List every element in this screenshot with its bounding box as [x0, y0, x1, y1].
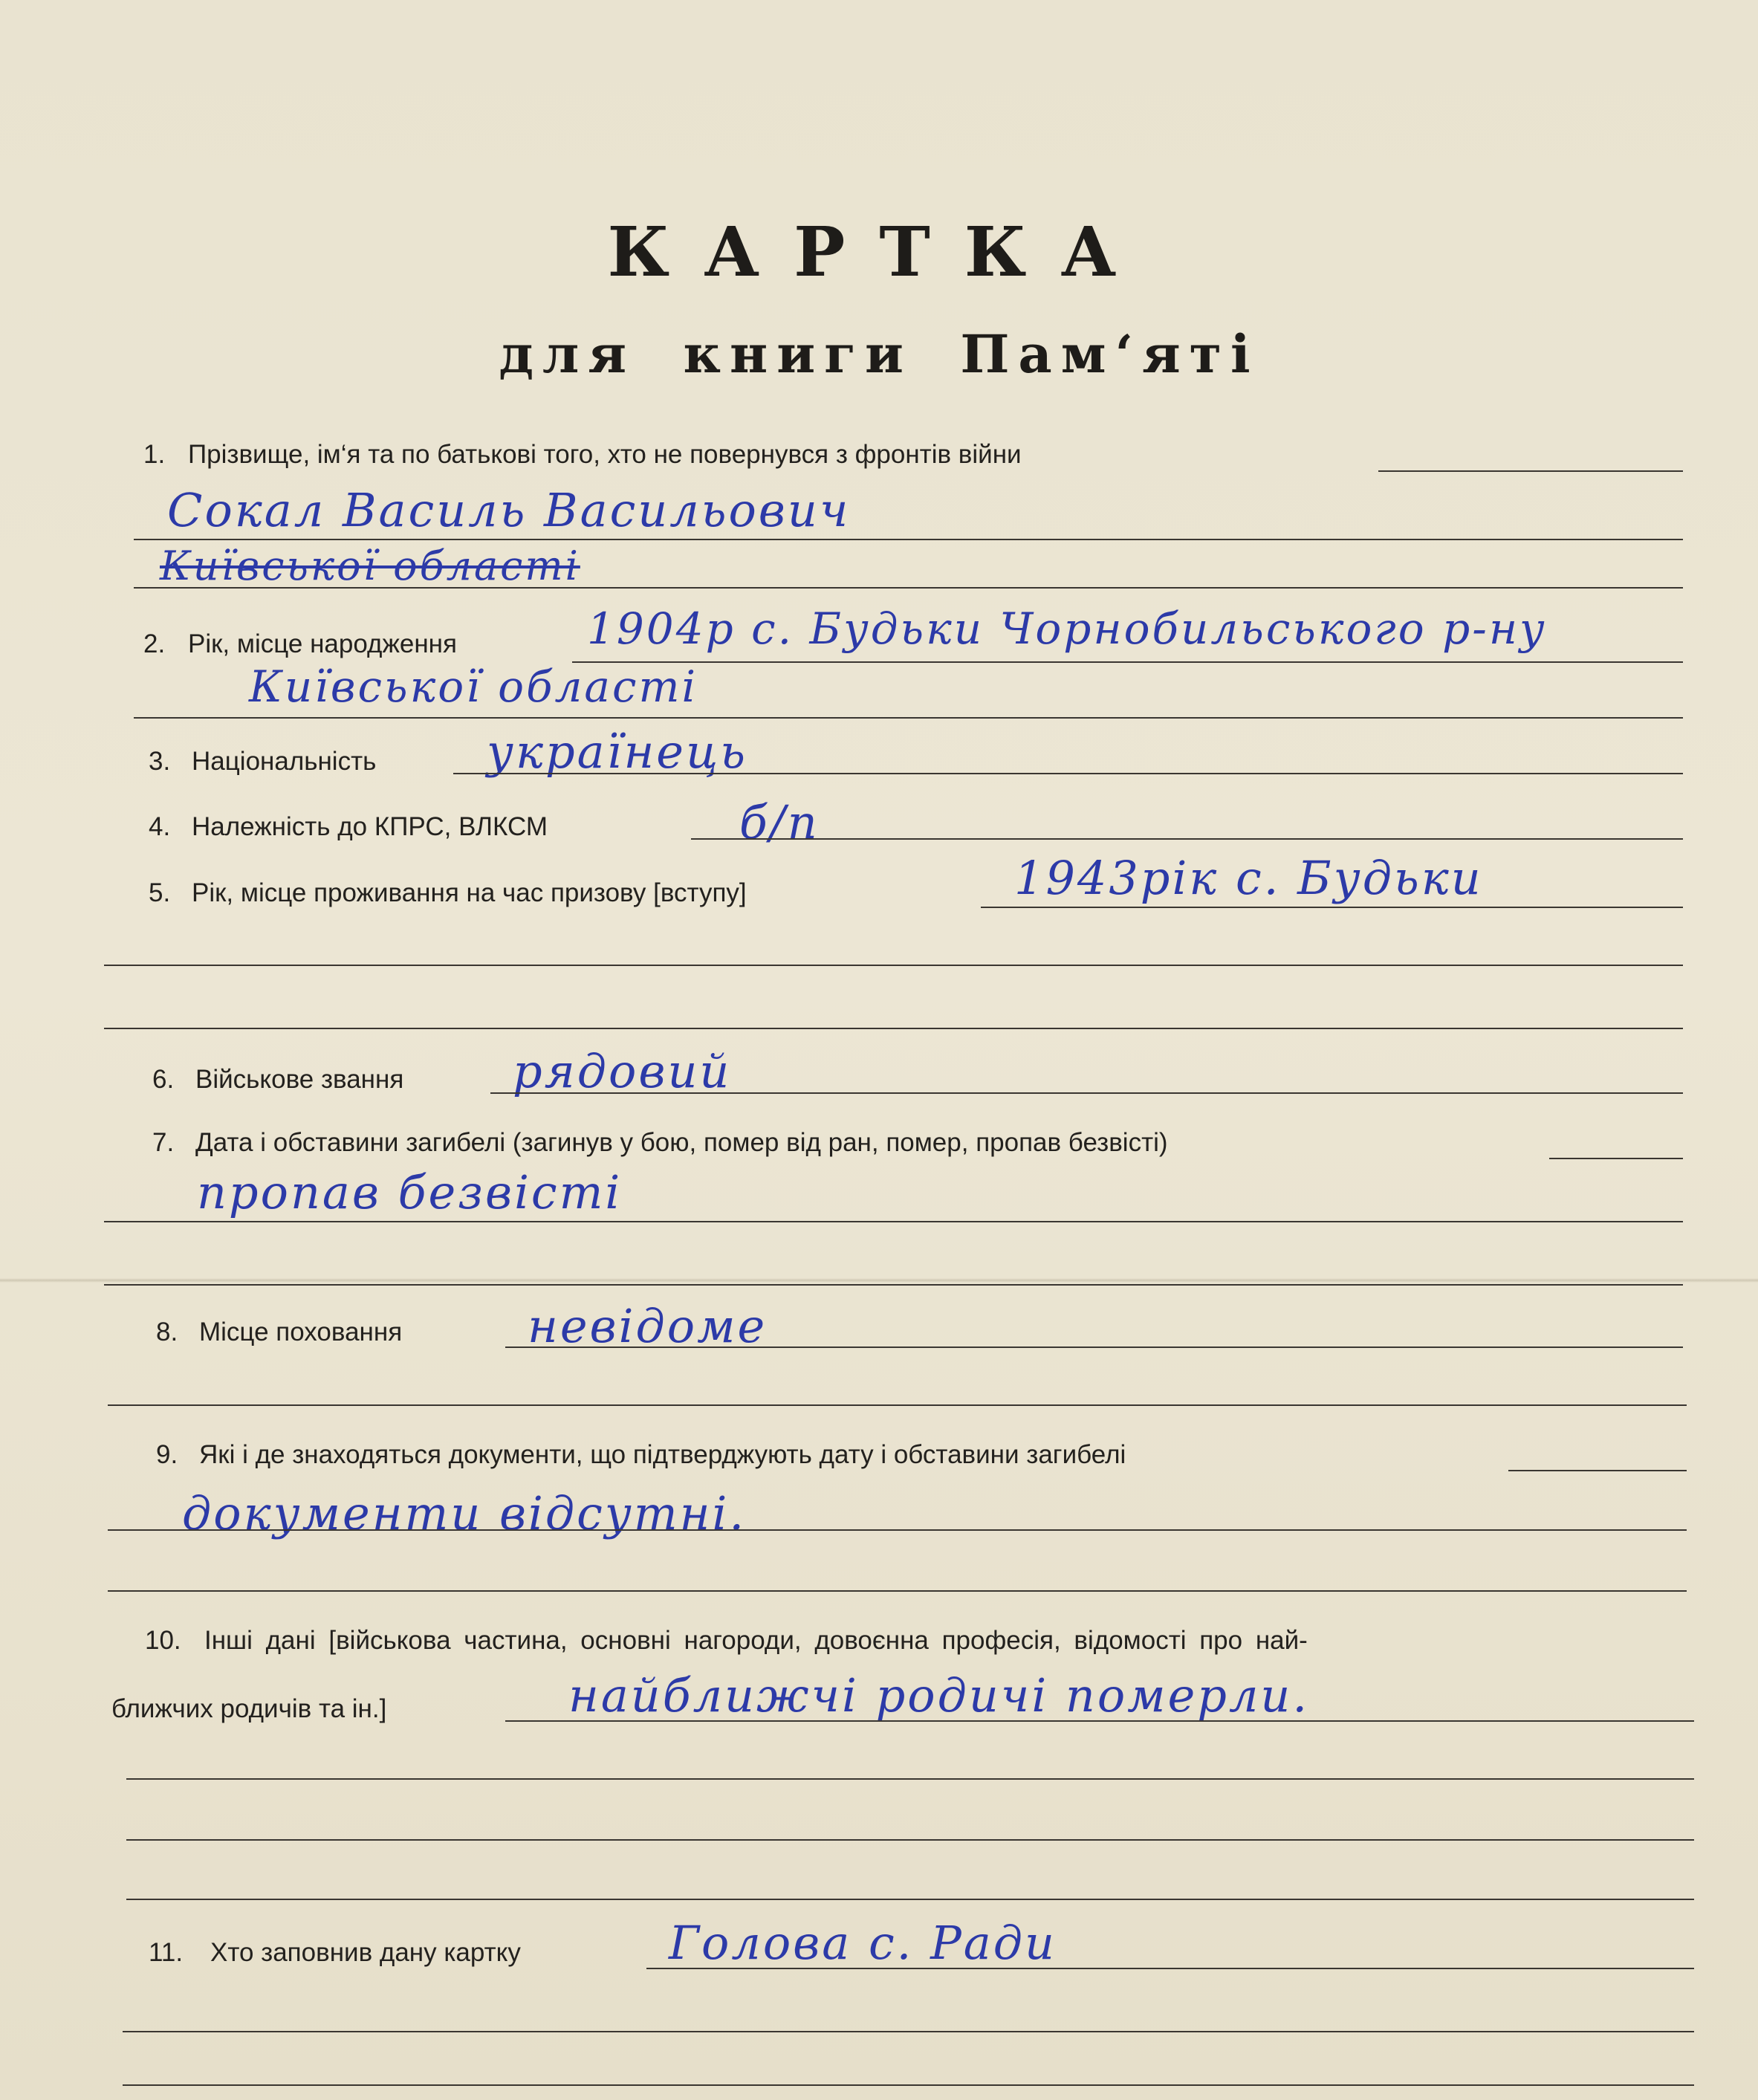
field-2-number: 2.: [143, 629, 166, 658]
field-7-number: 7.: [152, 1128, 175, 1157]
field-11-line: [123, 2084, 1694, 2086]
field-1-number: 1.: [143, 440, 166, 469]
field-9-line: [1508, 1470, 1687, 1471]
field-6-value: рядовий: [513, 1044, 732, 1098]
field-2-line: [572, 661, 1683, 663]
field-11-value: Голова с. Ради: [669, 1916, 1057, 1970]
field-5-value: 1943рік с. Будьки: [1014, 851, 1483, 905]
field-2-value: 1904р с. Будьки Чорнобильського р-ну: [587, 603, 1547, 654]
field-9-value: документи відсутні.: [182, 1486, 747, 1540]
field-6-number: 6.: [152, 1065, 175, 1094]
field-10-line: [126, 1778, 1694, 1780]
field-9-label: Які і де знаходяться документи, що підтверджують дату і обставини загибелі: [199, 1440, 1126, 1469]
field-5-line: [104, 965, 1683, 966]
field-11-line: [646, 1968, 1694, 1969]
field-1-line: [134, 539, 1683, 540]
field-1-line: [1378, 470, 1683, 472]
field-10-number: 10.: [145, 1626, 181, 1655]
field-3-line: [453, 773, 1683, 774]
field-4-label: Належність до КПРС, ВЛКСМ: [192, 812, 548, 841]
field-7-label: Дата і обставини загибелі (загинув у бою, помер від ран, помер, пропав безвісті): [195, 1128, 1168, 1157]
field-8-number: 8.: [156, 1318, 178, 1346]
field-10-value: найближчі родичі померли.: [568, 1668, 1310, 1723]
field-9-line: [108, 1529, 1687, 1531]
field-6-label: Військове звання: [195, 1065, 404, 1094]
field-5-number: 5.: [149, 878, 171, 907]
field-6-line: [490, 1092, 1683, 1094]
field-1-value: Сокал Василь Васильович: [167, 483, 851, 537]
field-2-value-extra: Київської області: [249, 661, 698, 712]
field-4-line: [691, 838, 1683, 840]
field-5-line: [981, 907, 1683, 908]
card-subtitle: для книги Пам‘яті: [499, 323, 1259, 385]
field-7-value: пропав безвісті: [197, 1165, 623, 1219]
field-9-number: 9.: [156, 1440, 178, 1469]
field-10-line: [505, 1720, 1694, 1722]
field-10-label: Інші дані [військова частина, основні нагороди, довоєнна професія, відомості про най-: [204, 1626, 1308, 1655]
field-10-line: [126, 1839, 1694, 1841]
field-10-line: [126, 1899, 1694, 1900]
field-1-label: Прізвище, ім‘я та по батькові того, хто не повернувся з фронтів війни: [188, 440, 1022, 469]
field-11-number: 11.: [149, 1938, 184, 1967]
field-8-label: Місце поховання: [199, 1318, 403, 1346]
paper-fold: [0, 1278, 1758, 1283]
field-11-label: Хто заповнив дану картку: [210, 1938, 521, 1967]
field-8-line: [505, 1346, 1683, 1348]
field-3-value: українець: [487, 725, 748, 779]
field-5-label: Рік, місце проживання на час призову [вступу]: [192, 878, 747, 907]
field-10-label-cont: ближчих родичів та ін.]: [111, 1694, 387, 1723]
card-title: КАРТКА: [607, 212, 1151, 292]
field-8-line: [108, 1404, 1687, 1406]
field-8-value: невідоме: [528, 1299, 768, 1353]
field-2-label: Рік, місце народження: [188, 629, 457, 658]
field-7-line: [104, 1284, 1683, 1286]
field-3-number: 3.: [149, 747, 171, 776]
field-9-line: [108, 1590, 1687, 1592]
field-4-number: 4.: [149, 812, 171, 841]
field-7-line: [1549, 1158, 1683, 1159]
field-1-line: [134, 587, 1683, 589]
field-4-value: б/п: [739, 795, 820, 849]
field-3-label: Національність: [192, 747, 377, 776]
field-5-line: [104, 1028, 1683, 1029]
field-1-value-extra: Київської області: [160, 542, 580, 589]
field-11-line: [123, 2031, 1694, 2032]
field-2-line: [134, 717, 1683, 719]
field-7-line: [104, 1221, 1683, 1222]
